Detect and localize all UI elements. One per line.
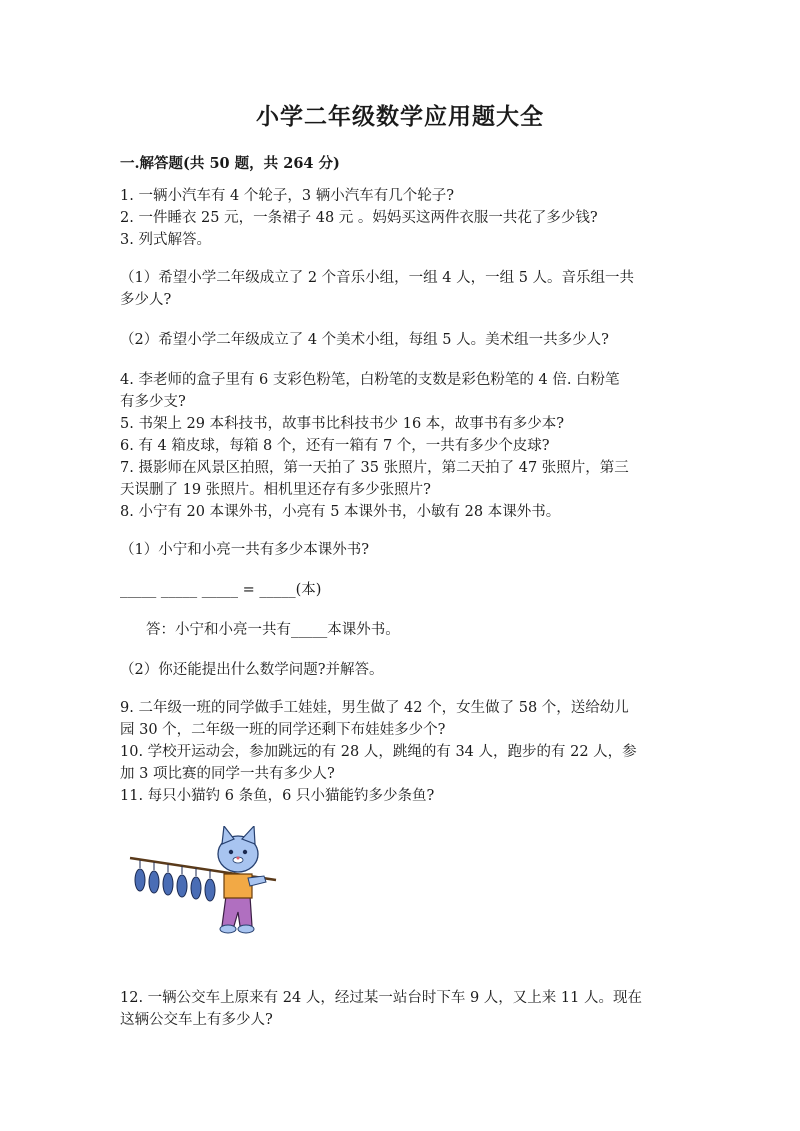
- question-12-line-2: 这辆公交车上有多少人?: [120, 1012, 273, 1028]
- fish-group: [135, 860, 215, 901]
- question-1: 1. 一辆小汽车有 4 个轮子，3 辆小汽车有几个轮子?: [120, 188, 454, 204]
- question-8-part-2: （2）你还能提出什么数学问题?并解答。: [120, 662, 384, 678]
- answer-sentence: 答：小宁和小亮一共有_____本课外书。: [146, 622, 400, 638]
- question-6: 6. 有 4 箱皮球，每箱 8 个，还有一箱有 7 个，一共有多少个皮球?: [120, 438, 550, 454]
- question-3-part-2: （2）希望小学二年级成立了 4 个美术小组，每组 5 人。美术组一共多少人?: [120, 332, 609, 348]
- question-11: 11. 每只小猫钓 6 条鱼，6 只小猫能钓多少条鱼?: [120, 788, 435, 804]
- answer-blank-equation: _____ _____ _____ = _____(本): [120, 582, 322, 598]
- question-9-line-1: 9. 二年级一班的同学做手工娃娃，男生做了 42 个，女生做了 58 个，送给幼儿: [120, 700, 629, 716]
- question-4-line-1: 4. 李老师的盒子里有 6 支彩色粉笔，白粉笔的支数是彩色粉笔的 4 倍. 白粉笔: [120, 372, 620, 388]
- question-7-line-2: 天误删了 19 张照片。相机里还存有多少张照片?: [120, 482, 431, 498]
- question-4-line-2: 有多少支?: [120, 394, 186, 410]
- question-3-part-1-line-1: （1）希望小学二年级成立了 2 个音乐小组，一组 4 人，一组 5 人。音乐组一共: [120, 270, 635, 286]
- question-3-part-1-line-2: 多少人?: [120, 292, 172, 308]
- page-title: 小学二年级数学应用题大全: [256, 103, 544, 130]
- question-8-part-1: （1）小宁和小亮一共有多少本课外书?: [120, 542, 369, 558]
- question-10-line-1: 10. 学校开运动会，参加跳远的有 28 人，跳绳的有 34 人，跑步的有 22 人，参: [120, 744, 637, 760]
- question-12-line-1: 12. 一辆公交车上原来有 24 人，经过某一站台时下车 9 人，又上来 11 人。现在: [120, 990, 642, 1006]
- cat-figure: [218, 826, 266, 933]
- question-5: 5. 书架上 29 本科技书，故事书比科技书少 16 本，故事书有多少本?: [120, 416, 565, 432]
- question-7-line-1: 7. 摄影师在风景区拍照，第一天拍了 35 张照片，第二天拍了 47 张照片，第三: [120, 460, 629, 476]
- question-9-line-2: 园 30 个，二年级一班的同学还剩下布娃娃多少个?: [120, 722, 446, 738]
- cat-fishing-illustration: [128, 826, 278, 938]
- question-3: 3. 列式解答。: [120, 232, 211, 248]
- question-8: 8. 小宁有 20 本课外书，小亮有 5 本课外书，小敏有 28 本课外书。: [120, 504, 561, 520]
- question-2: 2. 一件睡衣 25 元，一条裙子 48 元 。妈妈买这两件衣服一共花了多少钱?: [120, 210, 598, 226]
- question-10-line-2: 加 3 项比赛的同学一共有多少人?: [120, 766, 335, 782]
- section-heading: 一.解答题(共 50 题，共 264 分): [120, 155, 340, 172]
